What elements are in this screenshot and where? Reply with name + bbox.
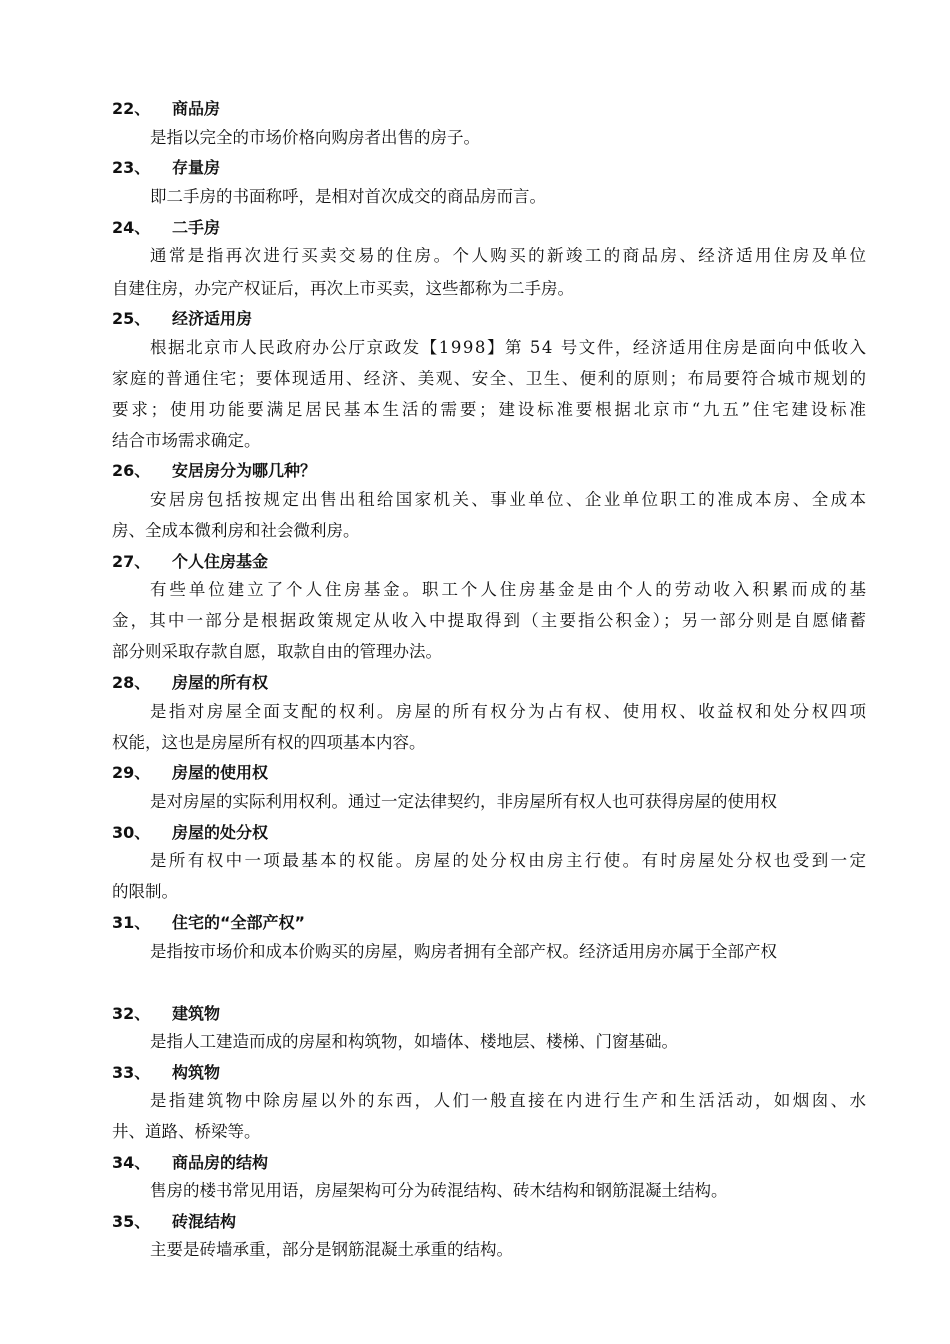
entry-body-line: 自建住房，办完产权证后，再次上市买卖，这些都称为二手房。 <box>112 279 574 298</box>
entry-body-line: 井、道路、桥梁等。 <box>112 1122 261 1141</box>
entry-title: 二手房 <box>172 218 221 237</box>
entry-heading <box>112 673 268 693</box>
entry-heading <box>112 158 220 178</box>
entry-body-line: 有些单位建立了个人住房基金。职工个人住房基金是由个人的劳动收入积累而成的基 <box>150 580 869 599</box>
entry-title: 个人住房基金 <box>172 552 269 571</box>
entry-number: 26、 <box>112 461 151 480</box>
entry-body-line: 要求；使用功能要满足居民基本生活的需要；建设标准要根据北京市“九五”住宅建设标准 <box>112 400 869 419</box>
entry-number: 25、 <box>112 309 151 328</box>
entry-body-line: 通常是指再次进行买卖交易的住房。个人购买的新竣工的商品房、经济适用住房及单位 <box>150 246 869 265</box>
entry-body-line: 权能，这也是房屋所有权的四项基本内容。 <box>112 733 426 752</box>
entry-number: 33、 <box>112 1063 151 1082</box>
entry-heading <box>112 1212 236 1232</box>
entry-body-line: 主要是砖墙承重，部分是钢筋混凝土承重的结构。 <box>150 1240 513 1259</box>
entry-title: 安居房分为哪几种？ <box>172 461 317 480</box>
entry-title: 房屋的所有权 <box>172 673 269 692</box>
entry-body-line: 是指按市场价和成本价购买的房屋，购房者拥有全部产权。经济适用房亦属于全部产权 <box>150 942 777 961</box>
entry-body-line: 售房的楼书常见用语，房屋架构可分为砖混结构、砖木结构和钢筋混凝土结构。 <box>150 1181 728 1200</box>
entry-heading <box>112 99 220 119</box>
entry-body-line: 根据北京市人民政府办公厅京政发【1998】第 54 号文件，经济适用住房是面向中低收入 <box>150 338 868 357</box>
entry-body-line: 家庭的普通住宅；要体现适用、经济、美观、安全、卫生、便利的原则；布局要符合城市规划的 <box>112 369 868 388</box>
entry-heading <box>112 1004 220 1024</box>
entry-title: 房屋的处分权 <box>172 823 269 842</box>
entry-number: 32、 <box>112 1004 151 1023</box>
entry-title: 商品房的结构 <box>172 1153 269 1172</box>
entry-body-line: 的限制。 <box>112 882 178 901</box>
entry-body-line: 房、全成本微利房和社会微利房。 <box>112 521 360 540</box>
entry-number: 34、 <box>112 1153 151 1172</box>
entry-number: 28、 <box>112 673 151 692</box>
entry-number: 23、 <box>112 158 151 177</box>
entry-title: 经济适用房 <box>172 309 253 328</box>
entry-heading <box>112 1063 220 1083</box>
entry-body-line: 是指以完全的市场价格向购房者出售的房子。 <box>150 128 480 147</box>
entry-number: 30、 <box>112 823 151 842</box>
entry-heading <box>112 913 305 933</box>
entry-title: 存量房 <box>172 158 221 177</box>
entry-heading <box>112 552 268 572</box>
entry-title: 住宅的“全部产权” <box>172 913 306 932</box>
entry-heading <box>112 823 268 843</box>
entry-body-line: 安居房包括按规定出售出租给国家机关、事业单位、企业单位职工的准成本房、全成本 <box>150 490 869 509</box>
entry-title: 砖混结构 <box>172 1212 237 1231</box>
entry-title: 商品房 <box>172 99 221 118</box>
entry-number: 22、 <box>112 99 151 118</box>
entry-heading <box>112 763 268 783</box>
entry-body-line: 金，其中一部分是根据政策规定从收入中提取得到（主要指公积金）；另一部分则是自愿储蓄 <box>112 611 869 630</box>
entry-body-line: 是指人工建造而成的房屋和构筑物，如墙体、楼地层、楼梯、门窗基础。 <box>150 1032 678 1051</box>
entry-body-line: 是所有权中一项最基本的权能。房屋的处分权由房主行使。有时房屋处分权也受到一定 <box>150 851 869 870</box>
entry-heading <box>112 218 220 238</box>
entry-body-line: 是指建筑物中除房屋以外的东西，人们一般直接在内进行生产和生活活动，如烟囱、水 <box>150 1091 869 1110</box>
entry-heading <box>112 309 252 329</box>
entry-number: 27、 <box>112 552 151 571</box>
entry-heading <box>112 1153 268 1173</box>
entry-body-line: 结合市场需求确定。 <box>112 431 261 450</box>
entry-body-line: 是指对房屋全面支配的权利。房屋的所有权分为占有权、使用权、收益权和处分权四项 <box>150 702 869 721</box>
entry-heading <box>112 461 316 481</box>
entry-number: 29、 <box>112 763 151 782</box>
entry-number: 31、 <box>112 913 151 932</box>
entry-title: 构筑物 <box>172 1063 221 1082</box>
entry-body-line: 即二手房的书面称呼，是相对首次成交的商品房而言。 <box>150 187 546 206</box>
entry-number: 35、 <box>112 1212 151 1231</box>
entry-body-line: 是对房屋的实际利用权利。通过一定法律契约，非房屋所有权人也可获得房屋的使用权 <box>150 792 777 811</box>
entry-number: 24、 <box>112 218 151 237</box>
entry-title: 房屋的使用权 <box>172 763 269 782</box>
entry-body-line: 部分则采取存款自愿，取款自由的管理办法。 <box>112 642 442 661</box>
entry-title: 建筑物 <box>172 1004 221 1023</box>
